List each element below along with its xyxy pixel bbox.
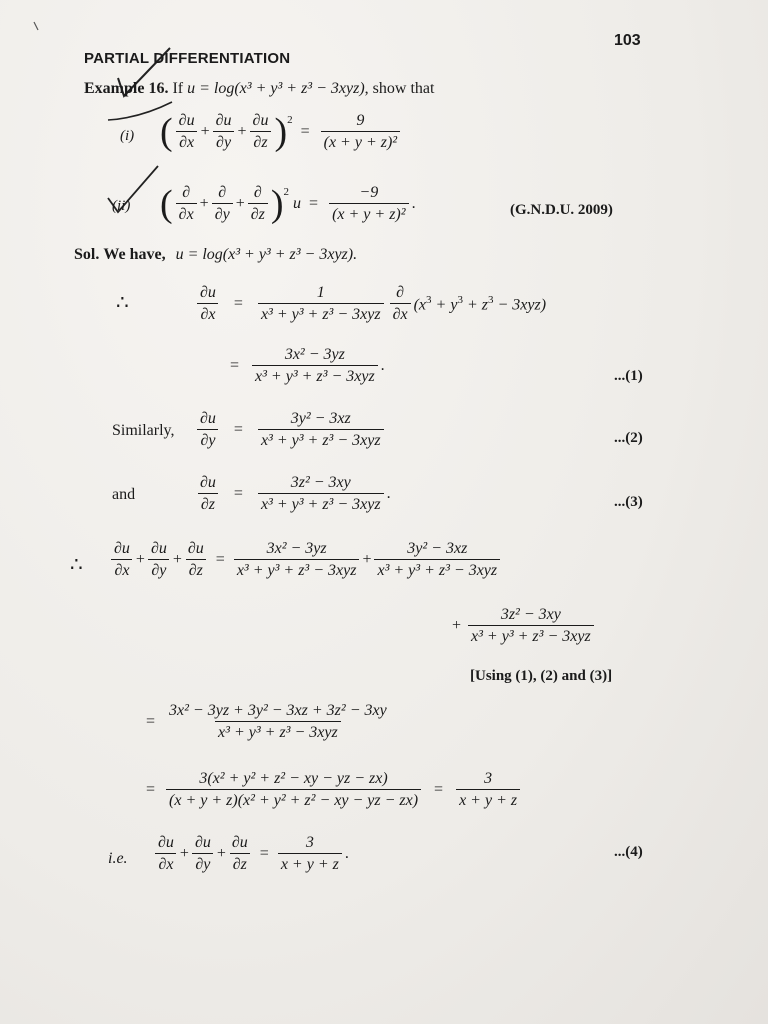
example-statement xyxy=(84,80,434,98)
part-i-rhs-den: (x + y + z)² xyxy=(321,131,400,152)
therefore-symbol-2: ∴ xyxy=(70,554,83,576)
du-dx-expansion: $\frac{\partial u}{\partial x}$ = $\frac{1}{\text{x³ + y³ + z³ − 3xyz}}$ $\frac{\partial}{\partial x}$ $(x^3 + y^3 + z^3 - 3xyz)$ xyxy=(194,284,546,325)
eq4-tag: ...(4) xyxy=(614,844,643,860)
and-label: and xyxy=(112,486,136,503)
simplified-den: x + y + z xyxy=(456,789,520,810)
part-ii-equation: ( $\frac{\partial}{\partial x}$ + $\frac{\partial}{\partial y}$ + $\frac{\partial}{\partial z}$ ) $^2$ u = $\frac{-9}{\text{(x + y + z)²}}$ . xyxy=(160,183,416,226)
factored-fraction: = $\frac{\text{3(x² + y² + z² − xy − yz − zx)}}{\text{(x + y + z)(x² + y² + z² − xy − yz − zx)}}$ = $\frac{3}{x + y + z}$ xyxy=(146,770,523,811)
running-header: PARTIAL DIFFERENTIATION xyxy=(84,50,291,67)
therefore-symbol-1: ∴ xyxy=(116,292,129,314)
sum-of-partials: $\frac{\partial u}{\partial x}$ + $\frac{\partial u}{\partial y}$ + $\frac{\partial u}{\partial z}$ = $\frac{\text{3x² − 3yz}}{\text{x³ + y³ + z³ − 3xyz}}$ + $\frac{\text{3y² − 3xz}}{\text{x³ + y³ + z³ − 3xyz}}$ xyxy=(108,540,503,581)
similarly-label: Similarly, xyxy=(112,422,175,439)
part-i-rhs-num: 9 xyxy=(356,112,365,129)
factored-den: (x + y + z)(x² + y² + z² − xy − yz − zx) xyxy=(166,789,421,810)
part-i-equation: ( $\frac{\partial u}{\partial x}$ + $\frac{\partial u}{\partial y}$ + $\frac{\partial u}{\partial z}$ ) $^2$ = $\frac{9}{\text{(x + y + z)²}}$ xyxy=(160,112,403,153)
combined-num: 3x² − 3yz + 3y² − 3xz + 3z² − 3xy xyxy=(169,702,387,719)
sum-third-term: + $\frac{\text{3z² − 3xy}}{\text{x³ + y³ + z³ − 3xyz}}$ xyxy=(452,606,597,647)
du-dx-result: = $\frac{\text{3x² − 3yz}}{\text{x³ + y³ + z³ − 3xyz}}$ . xyxy=(230,346,385,386)
solution-we-have: We have, xyxy=(103,246,166,263)
solution-u-def: u = log(x³ + y³ + z³ − 3xyz). xyxy=(175,246,358,263)
example-u-def: u = log(x³ + y³ + z³ − 3xyz) xyxy=(187,80,365,97)
page-number: 103 xyxy=(614,32,641,49)
final-result: $\frac{\partial u}{\partial x}$ + $\frac{\partial u}{\partial y}$ + $\frac{\partial u}{\partial z}$ = $\frac{3}{x + y + z}$ . xyxy=(152,834,349,875)
example-show-that: , show that xyxy=(364,80,435,97)
du-dy-num: 3y² − 3xz xyxy=(290,410,351,427)
ie-label: i.e. xyxy=(108,850,128,867)
pen-mark-margin xyxy=(34,22,38,30)
du-dx-num: 3x² − 3yz xyxy=(284,346,345,363)
part-ii-rhs-den: (x + y + z)² xyxy=(329,203,408,224)
solution-intro xyxy=(74,246,357,264)
eq2-tag: ...(2) xyxy=(614,430,643,446)
source-reference: (G.N.D.U. 2009) xyxy=(510,202,613,218)
du-dz-result: $\frac{\partial u}{\partial z}$ = $\frac{\text{3z² − 3xy}}{\text{x³ + y³ + z³ − 3xyz}}$ . xyxy=(194,474,391,515)
solution-label: Sol. xyxy=(74,246,100,263)
part-i-label: (i) xyxy=(120,128,135,144)
part-ii-label: (ii) xyxy=(112,198,131,214)
du-dy-result: $\frac{\partial u}{\partial y}$ = $\frac{\text{3y² − 3xz}}{\text{x³ + y³ + z³ − 3xyz}}$ xyxy=(194,410,387,451)
factored-num: 3(x² + y² + z² − xy − yz − zx) xyxy=(199,770,388,787)
simplified-num: 3 xyxy=(484,770,493,787)
du-dz-num: 3z² − 3xy xyxy=(290,474,351,491)
example-label: Example 16. xyxy=(84,80,169,97)
example-if: If xyxy=(172,80,184,97)
part-ii-rhs-num: −9 xyxy=(359,184,379,201)
using-note: [Using (1), (2) and (3)] xyxy=(470,668,613,684)
eq1-tag: ...(1) xyxy=(614,368,643,384)
combined-fraction: = $\frac{\text{3x² − 3yz + 3y² − 3xz + 3z² − 3xy}}{\text{x³ + y³ + z³ − 3xyz}}$ xyxy=(146,702,393,743)
eq3-tag: ...(3) xyxy=(614,494,643,510)
